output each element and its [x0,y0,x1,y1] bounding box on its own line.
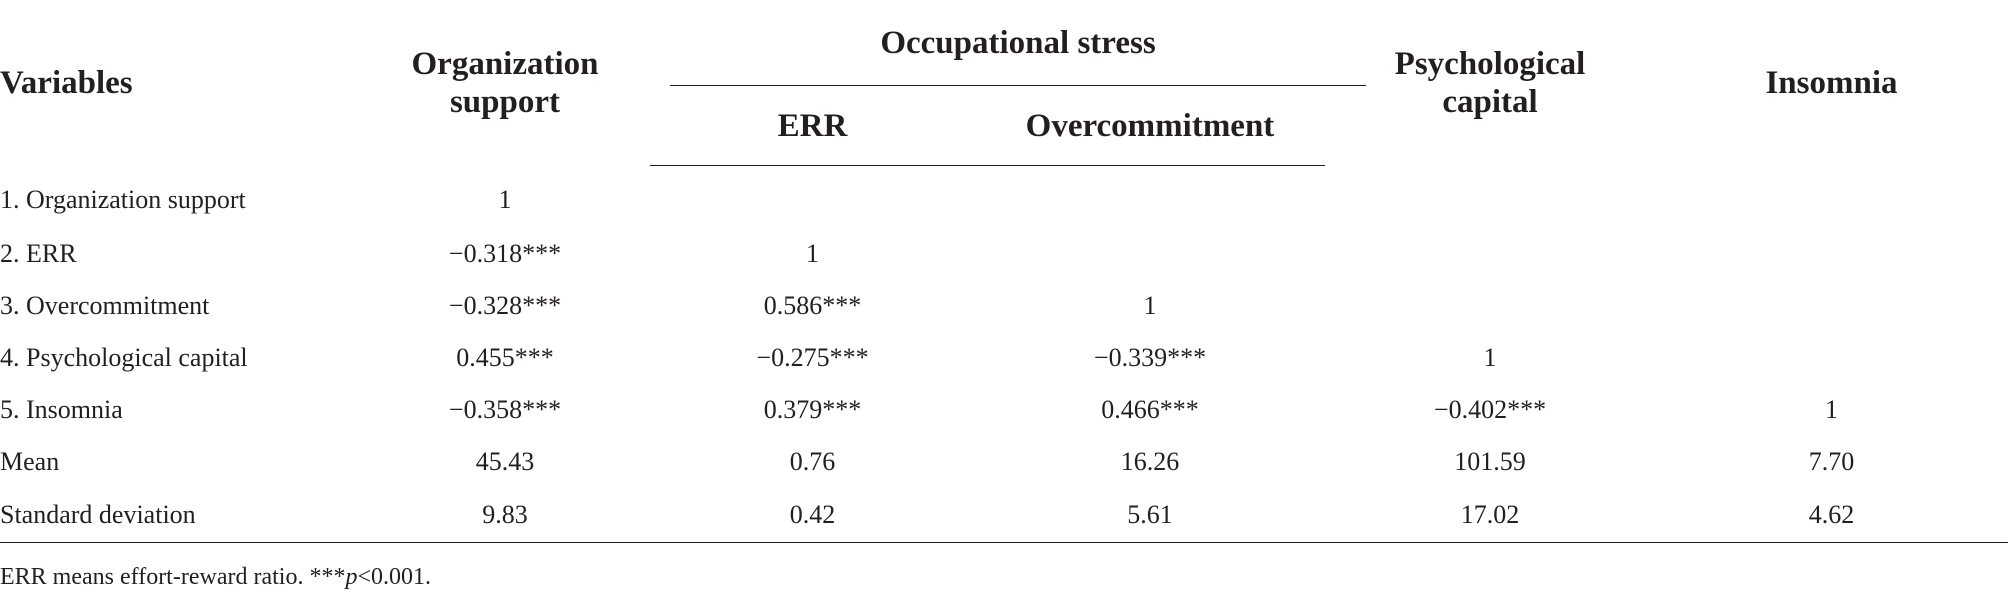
table-cell: 0.42 [650,488,975,543]
row-label: Standard deviation [0,488,360,543]
table-cell: 45.43 [475,447,535,476]
table-cell: 101.59 [1454,447,1526,476]
table-row [0,166,2008,229]
table-cell [1325,166,1655,229]
header-organization-support-text: Organization support [411,45,599,120]
table-row [0,280,2008,332]
header-insomnia: Insomnia [1765,64,1898,101]
table-cell: 0.586*** [763,291,862,320]
header-variables: Variables [0,64,133,101]
table-cell [1325,228,1655,280]
header-psychological-capital [1325,0,1655,166]
table-cell: 0.379*** [763,395,862,424]
header-overcommitment: Overcommitment [975,86,1325,166]
table-cell: 5.61 [975,488,1325,543]
table-cell: −0.275*** [756,343,869,372]
row-label: 4. Psychological capital [0,343,248,372]
row-label: 5. Insomnia [0,395,123,424]
row-label: 2. ERR [0,239,77,268]
header-organization-support [360,0,650,166]
header-occupational-stress-label: Occupational stress [670,0,1366,86]
table-cell: 1 [1483,343,1497,372]
table-cell [650,166,975,229]
footnote-suffix: <0.001. [357,564,431,590]
footnote-p-italic: p [345,564,358,590]
table-row [0,384,2008,436]
table-cell: 1 [498,184,512,214]
table-cell: 17.02 [1325,488,1655,543]
table-cell [1655,166,2008,229]
table-header [0,0,2008,166]
table-footnote [0,562,431,592]
table-cell: −0.328*** [448,291,562,320]
table-cell [975,228,1325,280]
table-body [0,166,2008,543]
table-cell: −0.339*** [1093,343,1207,372]
footnote-prefix: ERR means effort-reward ratio. *** [0,564,346,590]
table-cell: 1 [1825,395,1838,424]
table-cell [1655,280,2008,332]
table-row [0,332,2008,384]
row-label: 1. Organization support [0,184,246,214]
table-cell [1655,332,2008,384]
row-label: Mean [0,447,60,476]
table-cell: 9.83 [360,488,650,543]
table-cell [1655,228,2008,280]
table-cell: 1 [1143,291,1157,320]
table-cell: 0.455*** [456,343,554,372]
table-cell: 0.466*** [1101,395,1199,424]
table-cell: −0.358*** [448,395,562,424]
table-cell: −0.318*** [448,239,562,268]
table-row [0,488,2008,543]
table-cell: 16.26 [1120,447,1180,476]
row-label: 3. Overcommitment [0,291,210,320]
table-cell [1325,280,1655,332]
header-psychological-capital-text: Psychological capital [1394,45,1586,120]
table-cell: 0.76 [789,447,836,476]
header-occupational-stress [650,0,1325,86]
table-row [0,436,2008,488]
header-err: ERR [650,86,975,166]
table-row [0,228,2008,280]
table-cell: −0.402*** [1433,395,1547,424]
table-cell: 7.70 [1808,447,1855,476]
table-cell: 4.62 [1655,488,2008,543]
table-cell: 1 [806,239,819,268]
table-cell [975,166,1325,229]
